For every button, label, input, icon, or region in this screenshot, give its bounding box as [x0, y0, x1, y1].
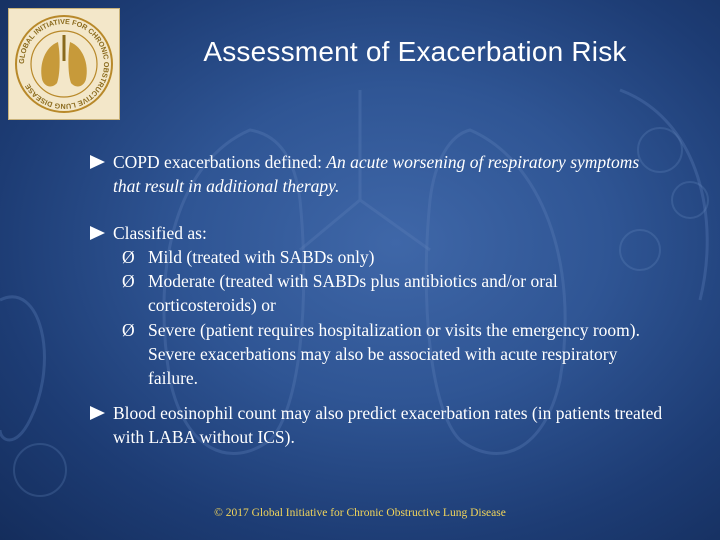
gold-lungs-seal-icon [9, 9, 119, 119]
triangle-right-icon [88, 403, 108, 423]
bullet-definition-text: An acute worsening of respiratory symptoms that result in additional therapy. [113, 152, 640, 196]
bullet-classified-as: Classified as: [88, 221, 668, 245]
gold-logo [8, 8, 120, 120]
bullet-exacerbation-definition [88, 150, 668, 198]
sub-item-mild: Ø Mild (treated with SABDs only) [122, 247, 375, 267]
svg-text:GLOBAL INITIATIVE FOR CHRONIC: GLOBAL INITIATIVE FOR CHRONIC OBSTRUCTIVE LUNG DISEASE [16, 16, 112, 112]
sub-item-severe: Ø Severe (patient requires hospitalization or visits the emergency room). Severe exacerbations may also be associated with acute respiratory failure. [122, 320, 640, 388]
triangle-right-icon [88, 223, 108, 243]
slide-title: Assessment of Exacerbation Risk [203, 36, 627, 67]
bullet-label: COPD exacerbations defined: [113, 152, 322, 172]
sub-bullet-arrow-icon: Ø [122, 320, 135, 340]
bullet-eosinophil: Blood eosinophil count may also predict exacerbation rates (in patients treated with LABA without ICS). [88, 401, 668, 449]
sub-bullet-arrow-icon: Ø [122, 247, 135, 267]
footer-copyright: © 2017 Global Initiative for Chronic Obstructive Lung Disease [214, 507, 506, 519]
sub-bullet-arrow-icon: Ø [122, 271, 135, 291]
sub-item-moderate: Ø Moderate (treated with SABDs plus antibiotics and/or oral corticosteroids) or [122, 271, 558, 315]
triangle-right-icon [88, 152, 108, 172]
